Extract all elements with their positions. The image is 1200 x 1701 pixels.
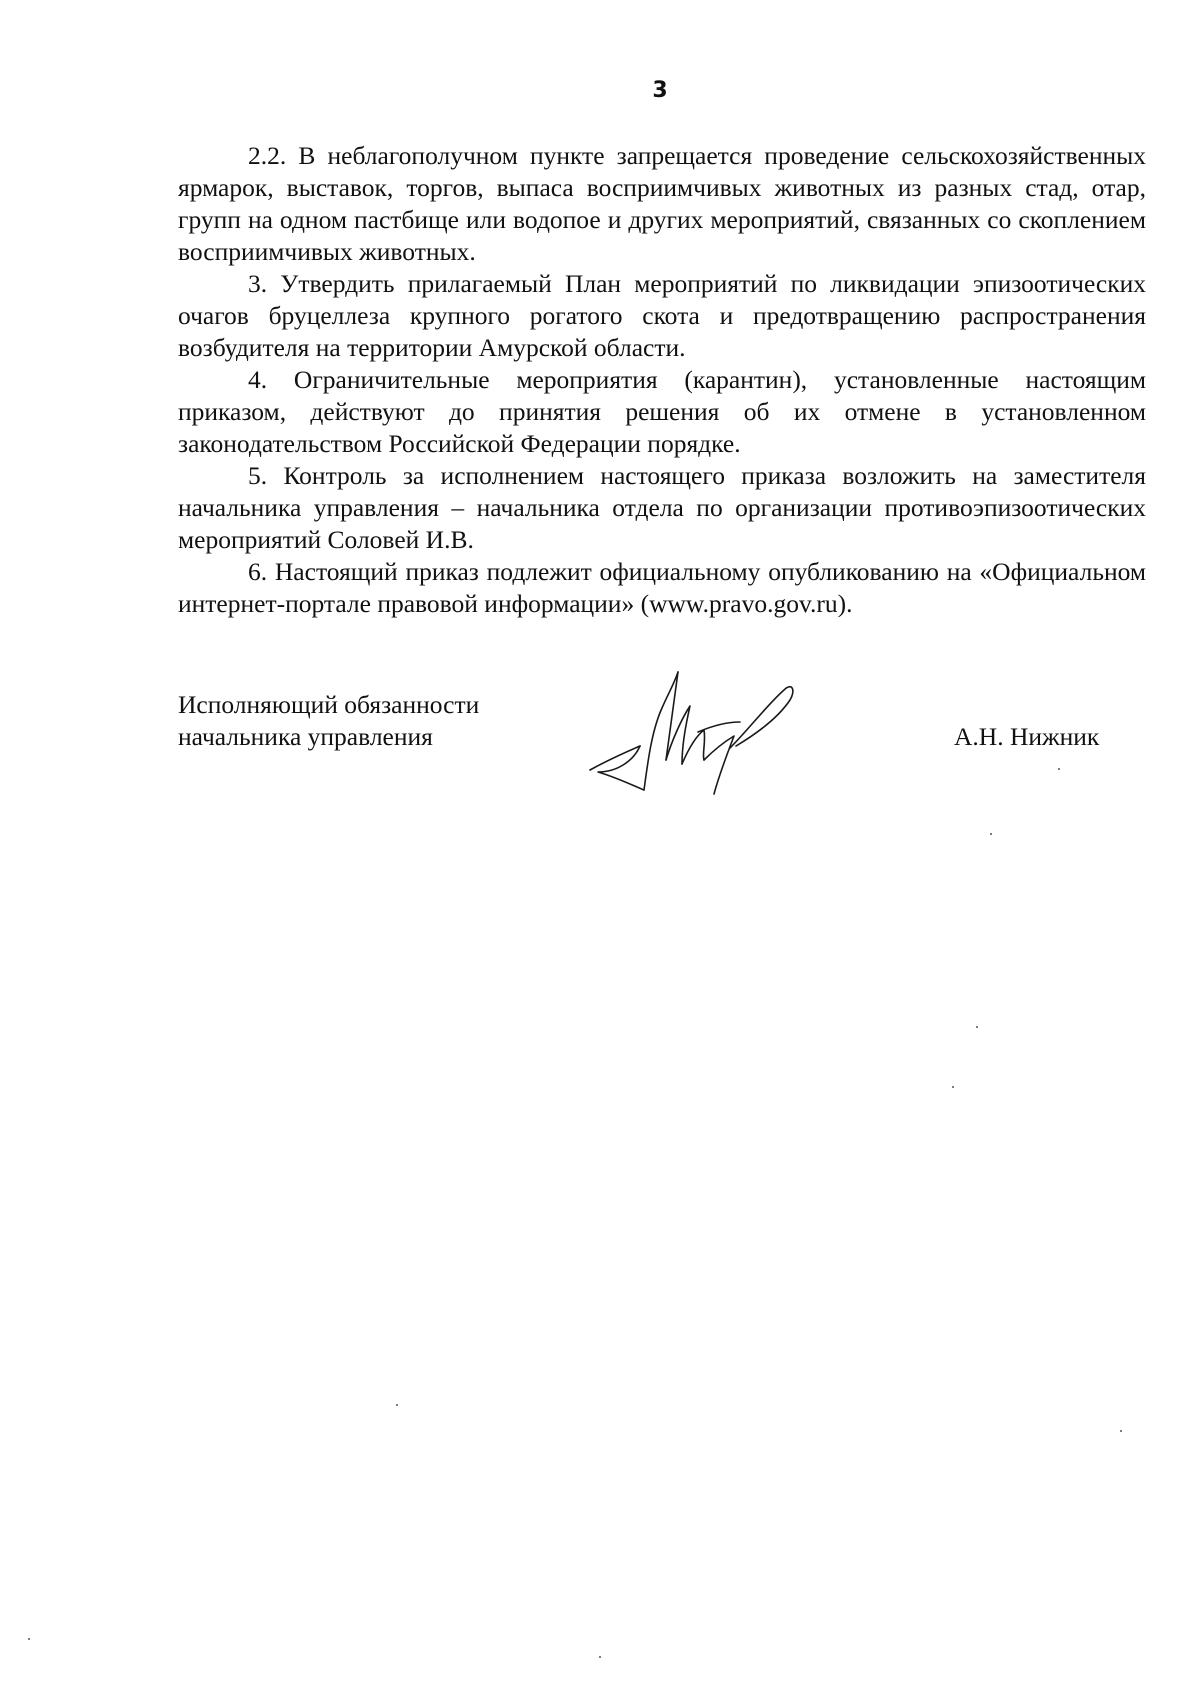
paragraph-3: 3. Утвердить прилагаемый План мероприятий по ликвидации эпизоотических очагов бруцеллеза крупного рогатого скота и предотвращению распространения возбудителя на территории Амурской области. xyxy=(178,269,1146,362)
signatory-name: А.Н. Нижник xyxy=(954,722,1100,751)
scan-speck xyxy=(976,1026,978,1028)
signatory-position-line-1: Исполняющий обязанности xyxy=(178,690,480,719)
paragraph-6: 6. Настоящий приказ подлежит официальному опубликованию на «Официальном интернет-портале правовой информации» (www.pravo.gov.ru). xyxy=(178,557,1146,618)
signatory-position-line-2: начальника управления xyxy=(178,722,433,751)
paragraph-4: 4. Ограничительные мероприятия (карантин), установленные настоящим приказом, действуют до принятия решения об их отмене в установленном законодательством Российской Федерации порядке. xyxy=(178,365,1146,458)
scan-speck xyxy=(1120,1430,1122,1432)
page-number: 3 xyxy=(652,78,668,103)
scan-speck xyxy=(952,1086,954,1088)
document-body xyxy=(178,140,1146,620)
handwritten-signature xyxy=(578,660,808,800)
scan-speck xyxy=(396,1404,398,1406)
scan-speck xyxy=(990,833,992,835)
scan-speck xyxy=(599,1656,601,1658)
paragraph-5: 5. Контроль за исполнением настоящего приказа возложить на заместителя начальника управления – начальника отдела по организации противоэпизоотических мероприятий Соловей И.В. xyxy=(178,461,1146,554)
signatory-position xyxy=(178,689,479,753)
scan-speck xyxy=(1058,768,1060,770)
paragraph-2-2: 2.2. В неблагополучном пункте запрещается проведение сельскохозяйственных ярмарок, выставок, торгов, выпаса восприимчивых животных из разных стад, отар, групп на одном пастбище или водопое и других мероприятий, связанных со скоплением восприимчивых животных. xyxy=(178,141,1146,266)
scan-speck xyxy=(28,1638,30,1640)
